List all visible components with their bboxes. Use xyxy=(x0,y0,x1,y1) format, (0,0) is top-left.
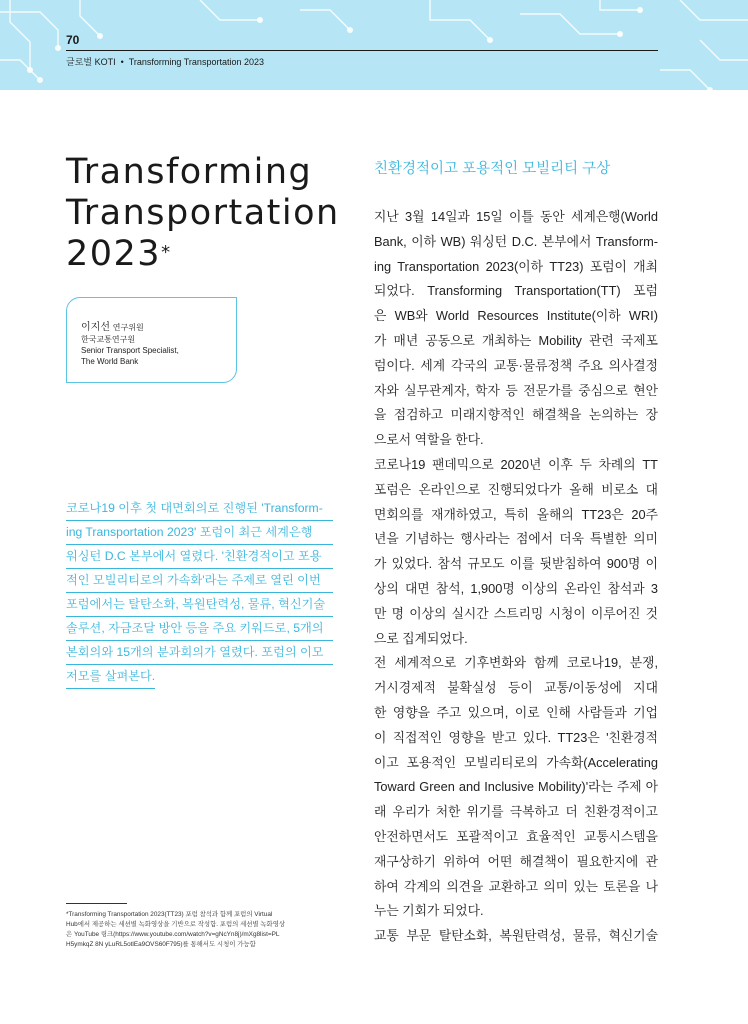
footnote-line: *Transforming Transportation 2023(TT23) 포럼 참석과 함께 포럼의 Virtual xyxy=(66,911,273,918)
body-line: 가 있었다. 참석 규모도 이를 뒷받침하여 900명 이 xyxy=(374,556,658,572)
separator-dot: • xyxy=(120,57,124,67)
footnote-line: H5ymkqZ 8N yLuRL5otlEa9OVS60F795)를 통해서도 시청이 가능함 xyxy=(66,941,256,948)
lead-line: 솔루션, 자금조달 방안 등을 주요 키워드로, 5개의 xyxy=(66,617,333,641)
article-title xyxy=(66,152,346,275)
body-line: 으로서 역할을 한다. xyxy=(374,432,484,448)
footnote-line: Hub에서 제공하는 세션별 녹화영상을 기반으로 작성함. 포럼의 세션별 녹화영상 xyxy=(66,921,286,928)
body-line: 거시경제적 불확실성 등이 교통/이동성에 지대 xyxy=(374,680,658,696)
body-line: 한 영향을 주고 있으며, 이로 인해 사람들과 기업 xyxy=(374,704,658,720)
author-name-line xyxy=(81,318,144,333)
body-line: 포럼은 온라인으로 진행되었다가 올해 비로소 대 xyxy=(374,481,658,497)
page-number: 70 xyxy=(66,33,80,47)
title-line: Transportation xyxy=(66,193,340,233)
body-line: 자와 실무관계자, 학자 등 전문가를 중심으로 현안 xyxy=(374,382,658,398)
footnote xyxy=(66,910,336,950)
body-line: 이 직접적인 영향을 받고 있다. TT23은 '친환경적 xyxy=(374,729,658,745)
author-name: 이지선 xyxy=(81,322,110,333)
section-heading: 친환경적이고 포용적인 모빌리티 구상 xyxy=(374,161,611,177)
title-line: 2023 xyxy=(66,234,162,274)
header-banner xyxy=(0,0,748,90)
body-line: 면회의를 재개하였고, 특히 올해의 TT23은 20주 xyxy=(374,506,658,522)
running-head xyxy=(66,55,264,68)
lead-line: 워싱턴 D.C 본부에서 열렸다. '친환경적이고 포용 xyxy=(66,545,333,569)
body-line: 교통 부문 탈탄소화, 복원탄력성, 물류, 혁신기술 xyxy=(374,928,658,944)
author-affiliation: 한국교통연구원 xyxy=(81,335,136,344)
section-name: Transforming Transportation 2023 xyxy=(128,57,264,67)
body-line: 재구상하기 위하여 어떤 해결책이 필요한지에 관 xyxy=(374,853,658,869)
lead-line: 본회의와 15개의 분과회의가 열렸다. 포럼의 이모 xyxy=(66,641,333,665)
body-line: 래 우리가 처한 위기를 극복하고 더 친환경적이고 xyxy=(374,804,658,820)
body-line: ing Transportation 2023(이하 TT23) 포럼이 개최 xyxy=(374,258,658,274)
body-line: 럼이다. 세계 각국의 교통·물류정책 주요 의사결정 xyxy=(374,357,658,373)
body-line: 누는 기회가 되었다. xyxy=(374,903,484,919)
body-line: 만 명 이상의 실시간 스트리밍 시청이 이루어진 것 xyxy=(374,605,658,621)
body-line: 년을 기념하는 행사라는 점에서 더욱 특별한 의미 xyxy=(374,531,658,547)
footnote-line: 은 YouTube 링크(https://www.youtube.com/watch?v=gNcYn8j)/mXg8list=PL xyxy=(66,931,280,938)
body-line: 안전하면서도 포괄적이고 효율적인 교통시스템을 xyxy=(374,828,658,844)
author-affiliation: Senior Transport Specialist, xyxy=(81,346,179,355)
body-line: 으로 집계되었다. xyxy=(374,630,468,646)
body-line: 을 점검하고 미래지향적인 해결책을 논의하는 장 xyxy=(374,407,658,423)
body-text xyxy=(374,205,658,949)
lead-paragraph xyxy=(66,497,333,689)
body-line: 가 매년 공동으로 개최하는 Mobility 관련 국제포 xyxy=(374,332,658,348)
lead-line: 저모를 살펴본다. xyxy=(66,665,155,689)
body-line: 코로나19 팬데믹으로 2020년 이후 두 차례의 TT xyxy=(374,456,658,472)
lead-line: 적인 모빌리티로의 가속화'라는 주제로 열린 이번 xyxy=(66,569,333,593)
author-box xyxy=(66,297,237,383)
body-line: 이고 포용적인 모빌리티로의 가속화(Accelerating xyxy=(374,754,658,770)
body-line: Toward Green and Inclusive Mobility)'라는 주제 아 xyxy=(374,779,658,795)
author-role: 연구위원 xyxy=(112,323,144,332)
body-line: 상의 대면 참석, 1,900명 이상의 온라인 참석과 3 xyxy=(374,580,658,596)
body-line: 하여 각계의 의견을 교환하고 의미 있는 토론을 나 xyxy=(374,878,658,894)
body-line: Bank, 이하 WB) 워싱턴 D.C. 본부에서 Transform- xyxy=(374,233,658,249)
body-line: 전 세계적으로 기후변화와 함께 코로나19, 분쟁, xyxy=(374,655,658,671)
title-line: Transforming xyxy=(66,152,313,192)
header-rule xyxy=(66,50,658,51)
circuit-pattern-decoration xyxy=(0,0,748,90)
lead-line: 코로나19 이후 첫 대면회의로 진행된 'Transform- xyxy=(66,497,333,521)
footnote-mark: * xyxy=(161,242,172,263)
body-line: 지난 3월 14일과 15일 이틀 동안 세계은행(World xyxy=(374,209,658,224)
lead-line: 포럼에서는 탈탄소화, 복원탄력성, 물류, 혁신기술 xyxy=(66,593,333,617)
body-line: 되었다. Transforming Transportation(TT) 포럼 xyxy=(374,283,658,299)
footnote-rule xyxy=(66,903,127,904)
author-affiliation: The World Bank xyxy=(81,357,139,366)
magazine-name: 글로벌 KOTI xyxy=(66,57,116,67)
body-line: 은 WB와 World Resources Institute(이하 WRI) xyxy=(374,308,658,324)
lead-line: ing Transportation 2023' 포럼이 최근 세계은행 xyxy=(66,521,333,545)
